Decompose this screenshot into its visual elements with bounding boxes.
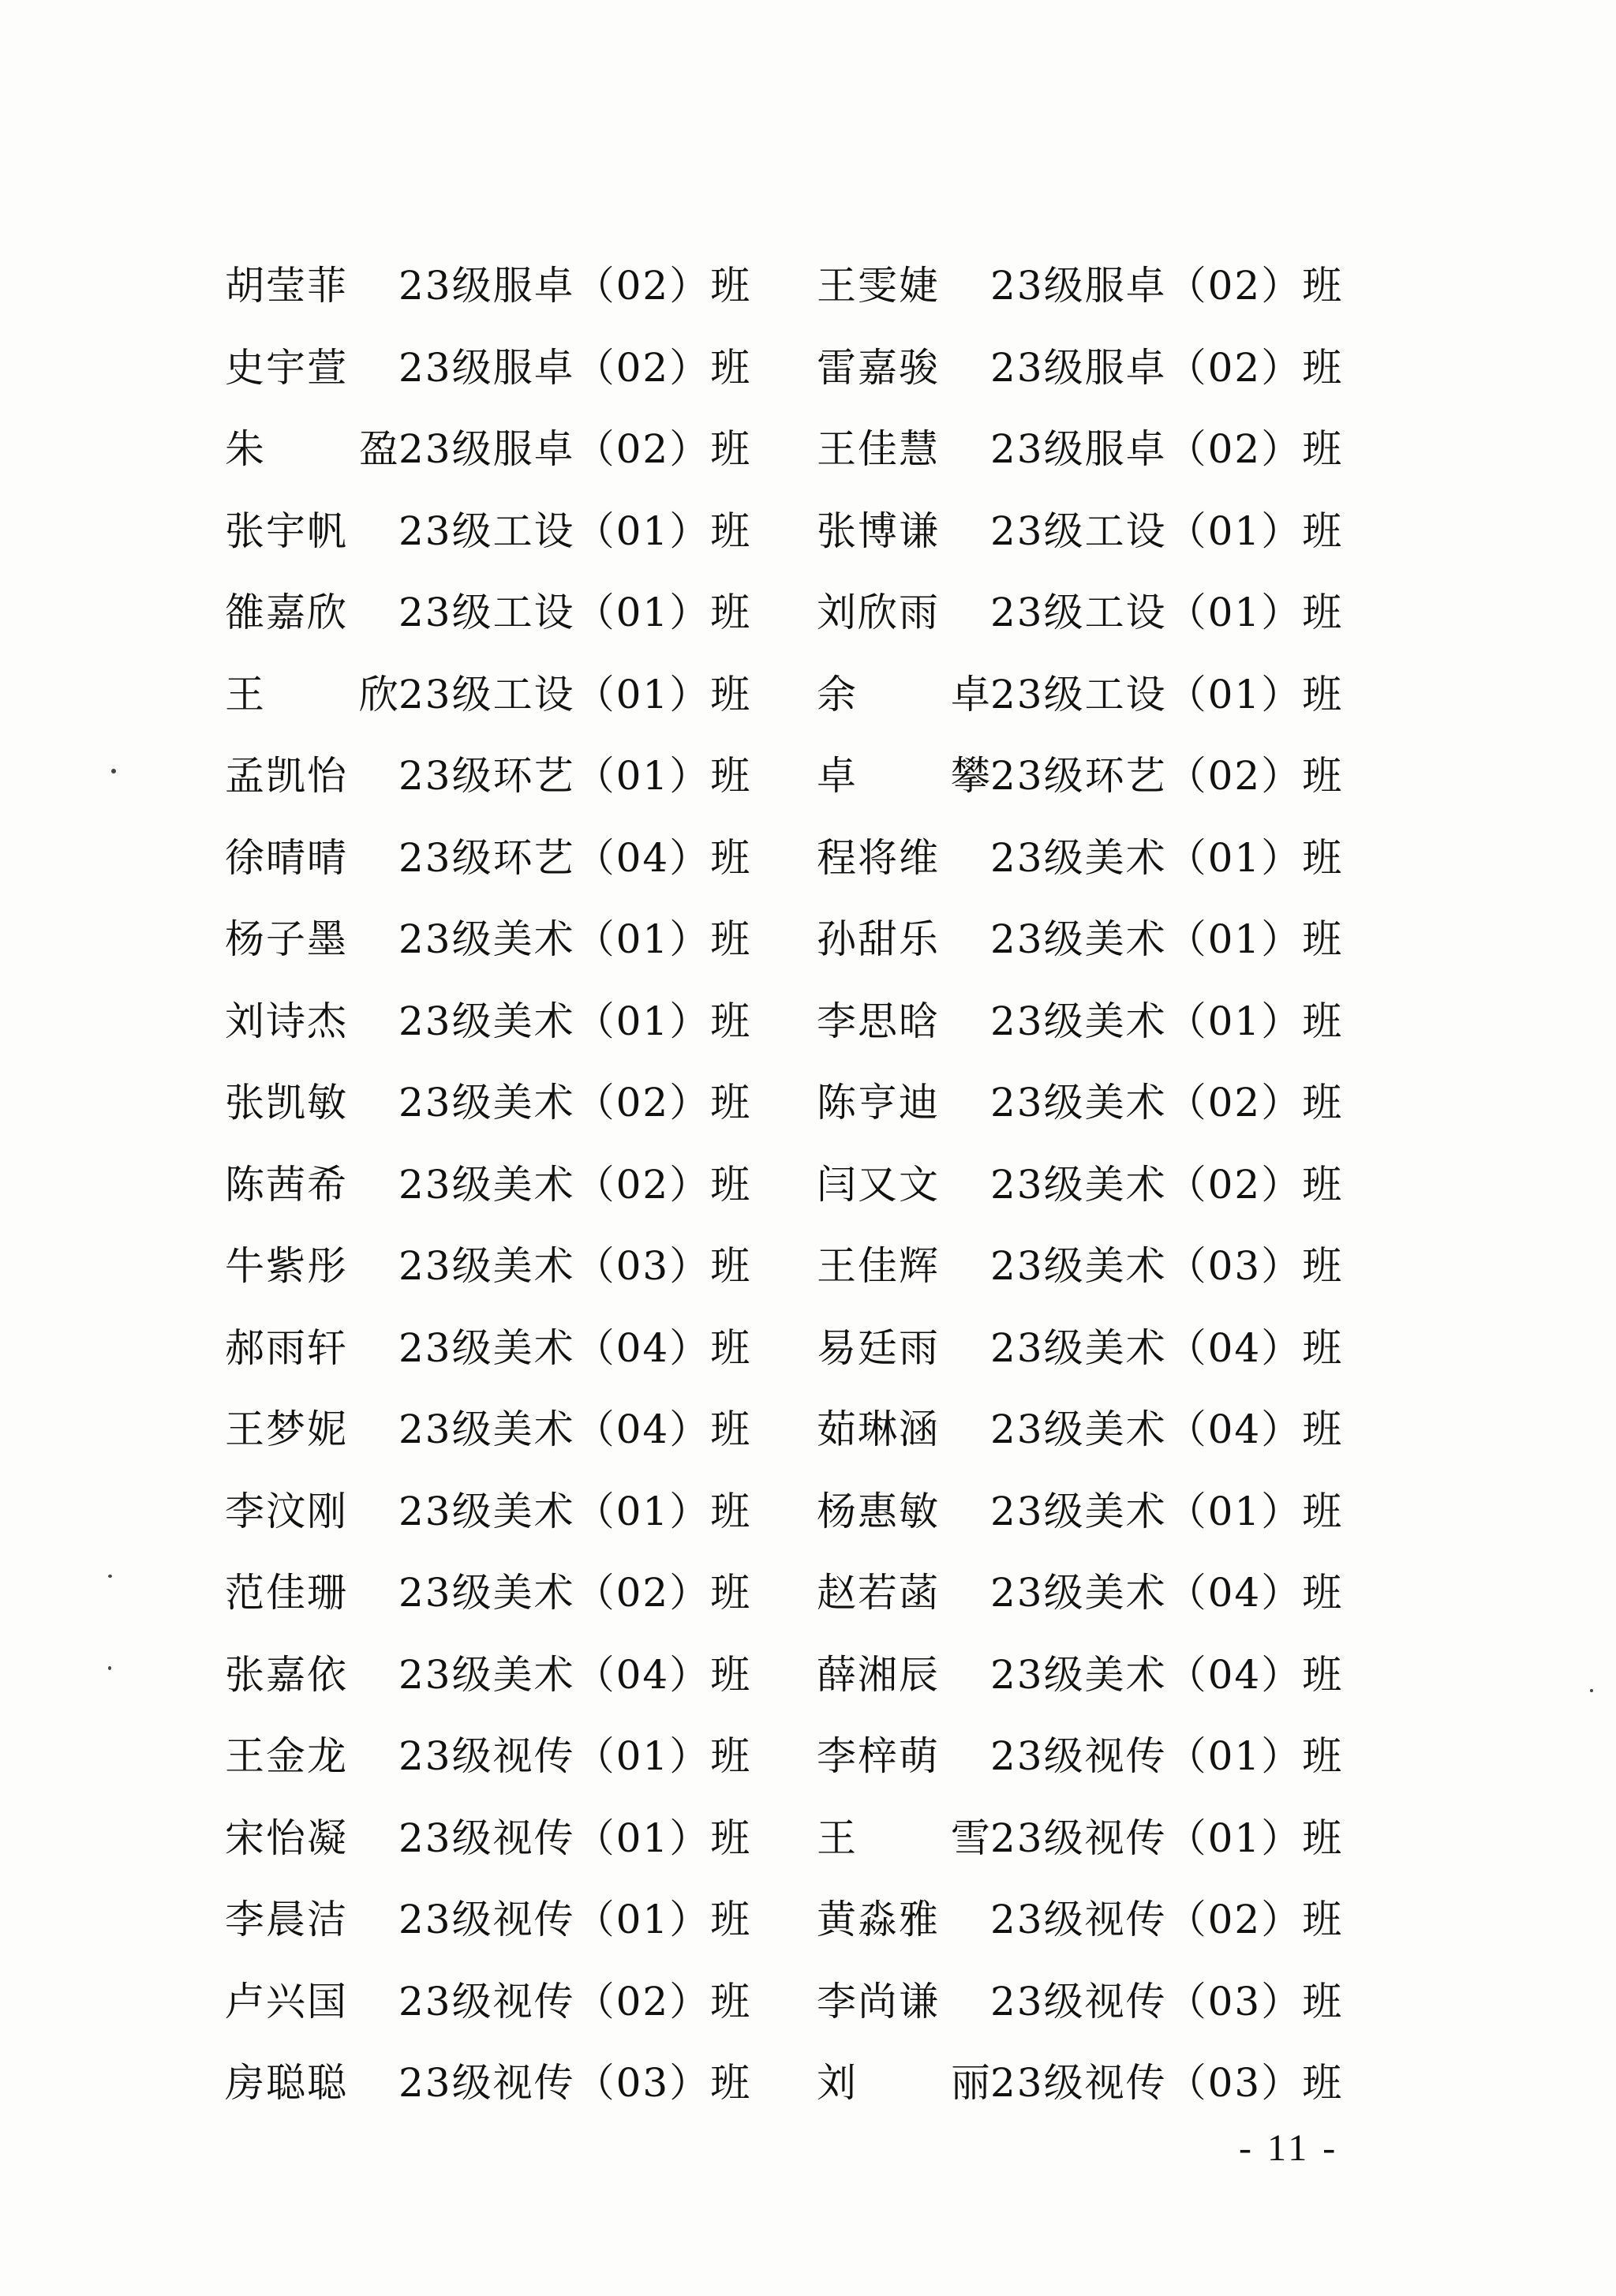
- list-row: [0, 1478, 1616, 1560]
- student-class: 23级美术（04）班: [398, 1406, 752, 1452]
- student-class: 23级美术（01）班: [398, 998, 752, 1044]
- list-row: [0, 743, 1616, 825]
- student-class: 23级美术（02）班: [990, 1161, 1344, 1208]
- student-name: 余 卓: [817, 671, 1031, 717]
- list-row: [0, 661, 1616, 743]
- student-class: 23级美术（02）班: [398, 1080, 752, 1126]
- student-name: 张嘉依: [225, 1651, 348, 1698]
- student-class: 23级视传（01）班: [990, 1815, 1344, 1861]
- student-class: 23级服卓（02）班: [398, 263, 752, 309]
- student-name: 王 欣: [225, 671, 440, 717]
- student-class: 23级美术（04）班: [990, 1570, 1344, 1616]
- list-row: [0, 988, 1616, 1070]
- student-name: 赵若菡: [817, 1570, 940, 1616]
- student-name: 张博谦: [817, 508, 940, 554]
- student-class: 23级服卓（02）班: [990, 263, 1344, 309]
- student-name: 史宇萱: [225, 344, 348, 391]
- student-class: 23级视传（03）班: [398, 2060, 752, 2106]
- scan-speck: [111, 769, 116, 773]
- list-row: [0, 1805, 1616, 1887]
- list-row: [0, 1642, 1616, 1724]
- list-row: [0, 579, 1616, 661]
- student-class: 23级美术（01）班: [990, 916, 1344, 962]
- student-class: 23级视传（03）班: [990, 1978, 1344, 2024]
- student-class: 23级视传（01）班: [398, 1897, 752, 1942]
- student-class: 23级美术（04）班: [990, 1324, 1344, 1371]
- student-name: 刘 丽: [817, 2060, 1031, 2106]
- student-name: 张凯敏: [225, 1080, 348, 1126]
- student-class: 23级美术（04）班: [990, 1406, 1344, 1452]
- student-name: 程将维: [817, 834, 940, 881]
- student-name: 王雯婕: [817, 263, 940, 309]
- student-class: 23级服卓（02）班: [990, 344, 1344, 391]
- list-row: [0, 1560, 1616, 1642]
- scan-speck: [108, 1666, 111, 1670]
- student-name: 王佳慧: [817, 426, 940, 472]
- student-class: 23级美术（03）班: [990, 1243, 1344, 1289]
- list-row: [0, 1968, 1616, 2051]
- student-name: 房聪聪: [225, 2060, 348, 2106]
- student-name: 王梦妮: [225, 1406, 348, 1452]
- student-class: 23级视传（02）班: [990, 1897, 1344, 1942]
- student-class: 23级美术（01）班: [990, 834, 1344, 881]
- student-name: 张宇帆: [225, 508, 348, 554]
- student-name: 卓 攀: [817, 753, 1031, 799]
- list-row: [0, 1152, 1616, 1234]
- student-name: 杨子墨: [225, 916, 348, 962]
- list-row: [0, 416, 1616, 498]
- student-name: 雷嘉骏: [817, 344, 940, 391]
- student-name: 王 雪: [817, 1815, 1031, 1861]
- student-class: 23级环艺（02）班: [990, 753, 1344, 799]
- list-row: [0, 1315, 1616, 1397]
- student-class: 23级美术（02）班: [398, 1570, 752, 1616]
- list-row: [0, 1886, 1616, 1968]
- student-class: 23级工设（01）班: [398, 508, 752, 554]
- student-class: 23级服卓（02）班: [398, 344, 752, 391]
- student-name: 李晨洁: [225, 1897, 348, 1942]
- student-class: 23级美术（04）班: [398, 1324, 752, 1371]
- student-name: 李尚谦: [817, 1978, 940, 2024]
- student-name: 易廷雨: [817, 1324, 940, 1371]
- student-class: 23级视传（01）班: [398, 1733, 752, 1779]
- list-row: [0, 1233, 1616, 1315]
- student-name: 李梓萌: [817, 1733, 940, 1779]
- student-name: 牛紫彤: [225, 1243, 348, 1289]
- student-class: 23级美术（02）班: [990, 1080, 1344, 1126]
- student-name: 王金龙: [225, 1733, 348, 1779]
- student-class: 23级视传（01）班: [398, 1815, 752, 1861]
- student-name: 李汶刚: [225, 1488, 348, 1534]
- student-class: 23级工设（01）班: [398, 671, 752, 717]
- scan-speck: [1590, 1689, 1593, 1692]
- list-row: [0, 1069, 1616, 1152]
- list-row: [0, 253, 1616, 335]
- list-row: [0, 2050, 1616, 2132]
- student-name: 卢兴国: [225, 1978, 348, 2024]
- list-row: [0, 1396, 1616, 1478]
- student-class: 23级美术（01）班: [398, 916, 752, 962]
- student-name: 黄淼雅: [817, 1897, 940, 1942]
- student-name: 朱 盈: [225, 426, 440, 472]
- student-class: 23级工设（01）班: [398, 590, 752, 635]
- student-name: 王佳辉: [817, 1243, 940, 1289]
- student-class: 23级服卓（02）班: [990, 426, 1344, 472]
- student-name: 闫又文: [817, 1161, 940, 1208]
- student-list: [0, 253, 1616, 2132]
- student-class: 23级工设（01）班: [990, 508, 1344, 554]
- student-class: 23级工设（01）班: [990, 590, 1344, 635]
- student-class: 23级美术（01）班: [990, 998, 1344, 1044]
- student-name: 刘欣雨: [817, 590, 940, 635]
- student-name: 郝雨轩: [225, 1324, 348, 1371]
- student-class: 23级美术（01）班: [990, 1488, 1344, 1534]
- student-name: 孙甜乐: [817, 916, 940, 962]
- student-name: 陈亨迪: [817, 1080, 940, 1126]
- student-name: 刘诗杰: [225, 998, 348, 1044]
- list-row: [0, 1723, 1616, 1805]
- student-name: 雒嘉欣: [225, 590, 348, 635]
- page-number: - 11 -: [1239, 2127, 1339, 2169]
- list-row: [0, 825, 1616, 907]
- student-class: 23级美术（04）班: [398, 1651, 752, 1698]
- list-row: [0, 498, 1616, 580]
- student-class: 23级环艺（01）班: [398, 753, 752, 799]
- list-row: [0, 906, 1616, 988]
- student-class: 23级美术（04）班: [990, 1651, 1344, 1698]
- student-name: 薛湘辰: [817, 1651, 940, 1698]
- student-class: 23级美术（02）班: [398, 1161, 752, 1208]
- student-name: 陈茜希: [225, 1161, 348, 1208]
- student-name: 宋怡凝: [225, 1815, 348, 1861]
- student-class: 23级视传（02）班: [398, 1978, 752, 2024]
- student-class: 23级环艺（04）班: [398, 834, 752, 881]
- student-class: 23级视传（03）班: [990, 2060, 1344, 2106]
- student-name: 范佳珊: [225, 1570, 348, 1616]
- student-class: 23级美术（03）班: [398, 1243, 752, 1289]
- scan-speck: [108, 1575, 112, 1578]
- student-class: 23级视传（01）班: [990, 1733, 1344, 1779]
- student-name: 胡莹菲: [225, 263, 348, 309]
- student-name: 茹琳涵: [817, 1406, 940, 1452]
- student-name: 李思晗: [817, 998, 940, 1044]
- student-name: 杨惠敏: [817, 1488, 940, 1534]
- list-row: [0, 335, 1616, 417]
- student-name: 孟凯怡: [225, 753, 348, 799]
- student-class: 23级美术（01）班: [398, 1488, 752, 1534]
- student-class: 23级服卓（02）班: [398, 426, 752, 472]
- student-name: 徐晴晴: [225, 834, 348, 881]
- student-class: 23级工设（01）班: [990, 671, 1344, 717]
